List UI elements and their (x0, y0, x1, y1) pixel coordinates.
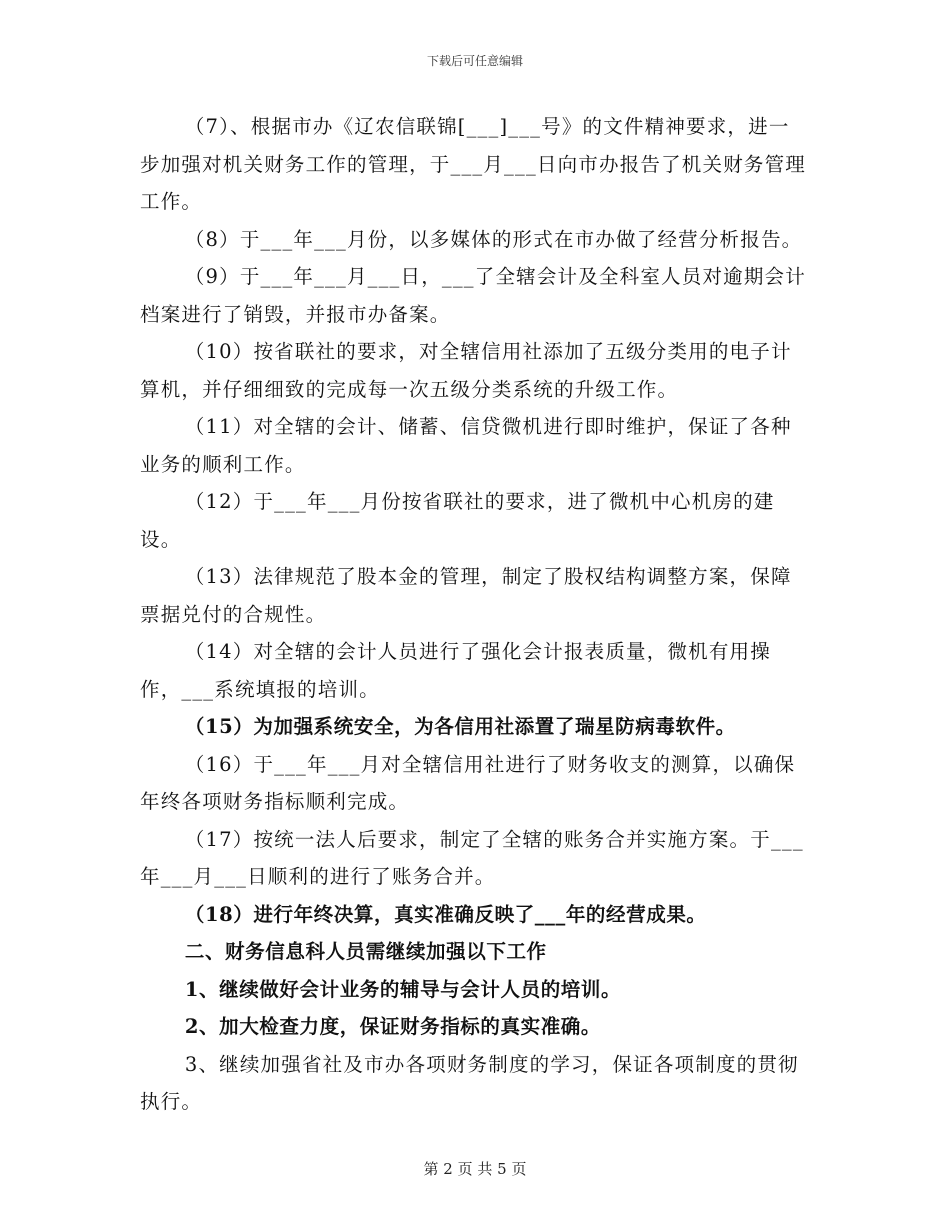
paragraph-item-10: （10）按省联社的要求，对全辖信用社添加了五级分类用的电子计算机，并仔细细致的完成每一次五级分类系统的升级工作。 (140, 340, 792, 401)
paragraph-item-9: （9）于___年___月___日，___了全辖会计及全科室人员对逾期会计档案进行了销毁，并报市办备案。 (140, 265, 806, 326)
paragraph-item-18: （18）进行年终决算，真实准确反映了___年的经营成果。 (184, 902, 707, 926)
paragraph-item-16: （16）于___年___月对全辖信用社进行了财务收支的测算，以确保年终各项财务指标顺利完成。 (140, 752, 796, 813)
task-item-2: 2、加大检查力度，保证财务指标的真实准确。 (184, 1015, 602, 1038)
task-item-1: 1、继续做好会计业务的辅导与会计人员的培训。 (184, 977, 622, 1001)
section-heading: 二、财务信息科人员需继续加强以下工作 (184, 940, 547, 963)
document-body (140, 108, 810, 1121)
paragraph-item-15: （15）为加强系统安全，为各信用社添置了瑞星防病毒软件。 (184, 715, 736, 738)
paragraph-item-8: （8）于___年___月份，以多媒体的形式在市办做了经营分析报告。 (184, 227, 803, 251)
paragraph-item-14: （14）对全辖的会计人员进行了强化会计报表质量，微机有用操作，___系统填报的培训。 (140, 640, 771, 701)
paragraph-item-13: （13）法律规范了股本金的管理，制定了股权结构调整方案，保障票据兑付的合规性。 (140, 565, 792, 626)
task-item-3: 3、继续加强省社及市办各项财务制度的学习，保证各项制度的贯彻执行。 (140, 1052, 799, 1113)
paragraph-item-7: （7）、根据市办《辽农信联锦[___]___号》的文件精神要求，进一步加强对机关财务工作的管理，于___月___日向市办报告了机关财务管理工作。 (140, 115, 807, 213)
paragraph-item-11: （11）对全辖的会计、储蓄、信贷微机进行即时维护，保证了各种业务的顺利工作。 (140, 415, 792, 476)
paragraph-item-12: （12）于___年___月份按省联社的要求，进了微机中心机房的建设。 (140, 490, 775, 551)
page-header: 下载后可任意编辑 (426, 54, 523, 68)
paragraph-item-17: （17）按统一法人后要求，制定了全辖的账务合并实施方案。于___年___月___日顺利的进行了账务合并。 (140, 827, 804, 888)
page-number: 第 2 页 共 5 页 (423, 1160, 527, 1178)
